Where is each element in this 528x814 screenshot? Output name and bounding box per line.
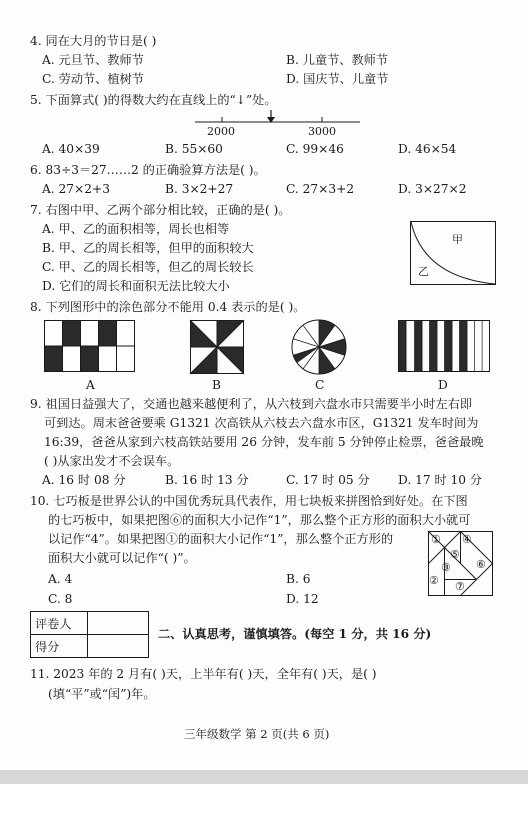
- q8-figure-a: [44, 320, 136, 372]
- reviewer-label: 评卷人: [31, 612, 88, 635]
- q7-option-c[interactable]: C. 甲、乙的周长相等，但乙的周长较长: [42, 260, 254, 274]
- q10-line-2: 的七巧板中，如果把图⑥的面积大小记作“1”，那么整个正方形的面积大小就可: [48, 513, 471, 527]
- q8-label-d[interactable]: D: [438, 378, 448, 392]
- q7-option-d[interactable]: D. 它们的周长和面积无法比较大小: [42, 279, 230, 293]
- q9-line-3: 16:39，爸爸从家到六枝高铁站要用 26 分钟，发车前 5 分钟停止检票，爸爸最晚: [44, 435, 484, 449]
- q9-line-1: 9. 祖国日益强大了，交通也越来越便利了，从六枝到六盘水市只需要半小时左右即: [30, 397, 473, 411]
- q8-label-b[interactable]: B: [212, 378, 221, 392]
- q6-option-b[interactable]: B. 3×2+27: [165, 182, 234, 196]
- q4-option-b[interactable]: B. 儿童节、教师节: [286, 53, 389, 67]
- tangram-piece-1: ①: [431, 533, 441, 546]
- q6-option-c[interactable]: C. 27×3+2: [286, 182, 355, 196]
- q10-option-c[interactable]: C. 8: [48, 592, 73, 606]
- q8-figure-b: [190, 320, 244, 374]
- q11-line-2: (填“平”或“闰”)年。: [48, 687, 156, 701]
- q9-option-b[interactable]: B. 16 时 13 分: [165, 473, 249, 487]
- section-2-title: 二、认真思考，谨慎填答。(每空 1 分，共 16 分): [158, 627, 432, 641]
- q5-option-b[interactable]: B. 55×60: [165, 142, 223, 156]
- q4-option-a[interactable]: A. 元旦节、教师节: [42, 53, 144, 67]
- q9-option-d[interactable]: D. 17 时 10 分: [398, 473, 483, 487]
- tangram-piece-3: ③: [441, 561, 451, 574]
- q4-stem: 4. 同在大月的节日是( ): [30, 34, 157, 48]
- q10-option-a[interactable]: A. 4: [48, 572, 73, 586]
- q6-option-a[interactable]: A. 27×2+3: [42, 182, 110, 196]
- q10-line-3: 以记作“4”。如果把图①的面积大小记作“1”，那么整个正方形的: [48, 532, 394, 546]
- q10-line-4: 面积大小就可以记作“( )”。: [48, 551, 196, 565]
- tangram-piece-4: ④: [462, 533, 472, 546]
- score-cell[interactable]: [88, 635, 149, 658]
- q11-line-1: 11. 2023 年的 2 月有( )天，上半年有( )天，全年有( )天，是( ): [30, 667, 377, 681]
- q5-stem: 5. 下面算式( )的得数大约在直线上的“↓”处。: [30, 93, 277, 107]
- q7-label-jia: 甲: [452, 233, 463, 246]
- q8-label-a[interactable]: A: [86, 378, 95, 392]
- number-line-tick-2000: 2000: [207, 125, 235, 138]
- q10-line-1: 10. 七巧板是世界公认的中国优秀玩具代表作，用七块板来拼图恰到好处。在下图: [30, 494, 468, 508]
- q8-label-c[interactable]: C: [315, 378, 325, 392]
- score-label: 得分: [31, 635, 88, 658]
- viewer-gap: [0, 770, 528, 784]
- q5-option-d[interactable]: D. 46×54: [398, 142, 457, 156]
- reviewer-cell[interactable]: [88, 612, 149, 635]
- q4-option-c[interactable]: C. 劳动节、植树节: [42, 72, 144, 86]
- page-footer: 三年级数学 第 2 页(共 6 页): [184, 727, 330, 741]
- q5-option-c[interactable]: C. 99×46: [286, 142, 344, 156]
- q8-figure-d: [398, 320, 490, 372]
- q10-option-d[interactable]: D. 12: [286, 592, 319, 606]
- tangram-piece-2: ②: [429, 574, 439, 587]
- q7-option-b[interactable]: B. 甲、乙的周长相等，但甲的面积较大: [42, 241, 254, 255]
- q9-option-c[interactable]: C. 17 时 05 分: [286, 473, 370, 487]
- score-box: [30, 611, 149, 658]
- q5-option-a[interactable]: A. 40×39: [42, 142, 100, 156]
- q6-stem: 6. 83÷3＝27……2 的正确验算方法是( )。: [30, 163, 266, 177]
- q9-line-2: 可到达。周末爸爸要乘 G1321 次高铁从六枝去六盘水市区，G1321 发车时间为: [44, 416, 479, 430]
- q8-figure-c: [291, 319, 347, 375]
- q6-option-d[interactable]: D. 3×27×2: [398, 182, 467, 196]
- q10-option-b[interactable]: B. 6: [286, 572, 311, 586]
- q4-option-d[interactable]: D. 国庆节、儿童节: [286, 72, 389, 86]
- q7-option-a[interactable]: A. 甲、乙的面积相等，周长也相等: [42, 222, 230, 236]
- number-line-tick-3000: 3000: [308, 125, 336, 138]
- q9-option-a[interactable]: A. 16 时 08 分: [42, 473, 126, 487]
- q9-line-4: ( )从家出发才不会误车。: [44, 454, 180, 468]
- tangram-piece-6: ⑥: [476, 558, 486, 571]
- tangram-piece-7: ⑦: [455, 580, 465, 593]
- q7-stem: 7. 右图中甲、乙两个部分相比较，正确的是( )。: [30, 203, 291, 217]
- q8-stem: 8. 下列图形中的涂色部分不能用 0.4 表示的是( )。: [30, 300, 306, 314]
- q7-label-yi: 乙: [418, 265, 429, 278]
- tangram-piece-5: ⑤: [450, 548, 460, 561]
